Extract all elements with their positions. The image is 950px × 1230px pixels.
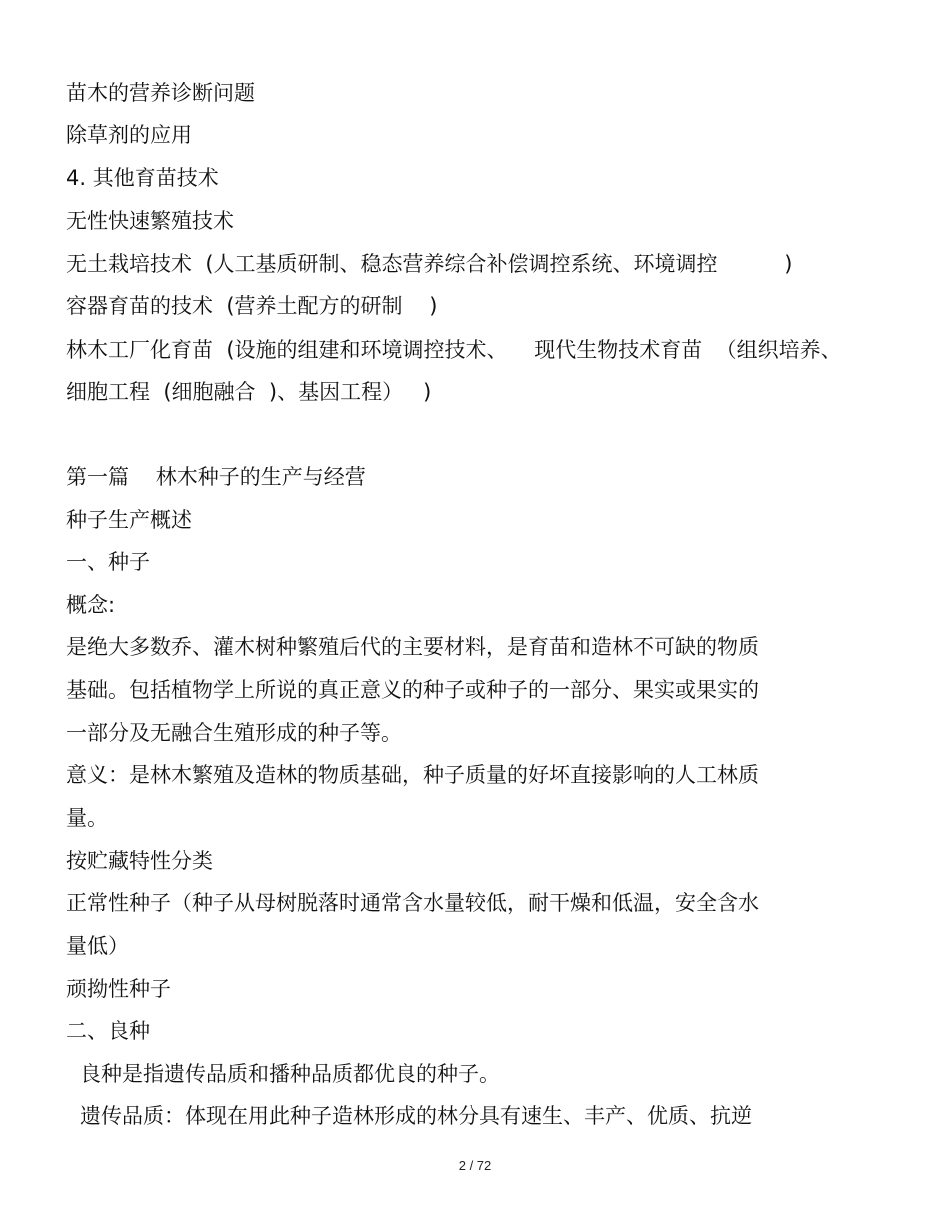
- paragraph-line: 良种是指遗传品质和播种品质都优良的种子。: [80, 1062, 500, 1086]
- text-line: 无性快速繁殖技术: [66, 209, 234, 233]
- paragraph-line: 量低）: [66, 934, 129, 958]
- text-line: 顽拗性种子: [66, 977, 171, 1001]
- paragraph-line: 量。: [66, 806, 108, 830]
- text-line: 按贮藏特性分类: [66, 849, 213, 873]
- paragraph-line: 正常性种子（种子从母树脱落时通常含水量较低，耐干燥和低温，安全含水: [66, 891, 759, 915]
- text-line: 除草剂的应用: [66, 123, 192, 147]
- section-heading: 一、种子: [66, 550, 150, 574]
- paragraph-line: 一部分及无融合生殖形成的种子等。: [66, 721, 402, 745]
- text-line: 4. 其他育苗技术: [66, 166, 219, 190]
- text-line: 容器育苗的技术 (营养土配方的研制 ): [66, 294, 438, 318]
- text-line: 苗木的营养诊断问题: [66, 81, 255, 105]
- page-number: 2 / 72: [458, 1158, 492, 1173]
- paragraph-line: 遗传品质：体现在用此种子造林形成的林分具有速生、丰产、优质、抗逆: [80, 1104, 752, 1128]
- section-heading: 二、良种: [66, 1019, 150, 1043]
- paragraph-line: 是绝大多数乔、灌木树种繁殖后代的主要材料，是育苗和造林不可缺的物质: [66, 635, 759, 659]
- text-line: 林木工厂化育苗 (设施的组建和环境调控技术、 现代生物技术育苗 （组织培养、: [66, 338, 842, 362]
- paragraph-line: 意义：是林木繁殖及造林的物质基础，种子质量的好坏直接影响的人工林质: [66, 763, 759, 787]
- section-heading: 种子生产概述: [66, 508, 192, 532]
- text-line: 概念:: [66, 593, 116, 617]
- chapter-heading: 第一篇 林木种子的生产与经营: [66, 465, 366, 489]
- text-line: 细胞工程 (细胞融合 )、基因工程） ): [66, 380, 432, 404]
- paragraph-line: 基础。包括植物学上所说的真正意义的种子或种子的一部分、果实或果实的: [66, 678, 759, 702]
- text-line: 无土栽培技术 (人工基质研制、稳态营养综合补偿调控系统、环境调控 ): [66, 252, 793, 276]
